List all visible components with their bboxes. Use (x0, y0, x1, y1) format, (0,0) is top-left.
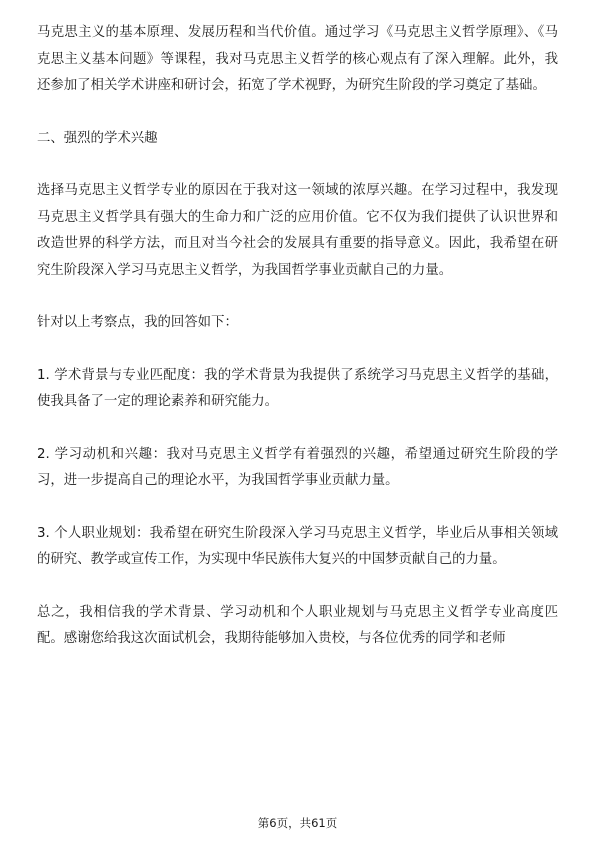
list-item-1: 1. 学术背景与专业匹配度：我的学术背景为我提供了系统学习马克思主义哲学的基础，使我具备了一定的理论素养和研究能力。 (37, 367, 558, 409)
paragraph-answer-intro: 针对以上考察点，我的回答如下： (37, 315, 238, 330)
list-item-3: 3. 个人职业规划：我希望在研究生阶段深入学习马克思主义哲学，毕业后从事相关领域的研究、教学或宣传工作，为实现中华民族伟大复兴的中国梦贡献自己的力量。 (37, 525, 558, 567)
spacer (37, 574, 558, 600)
paragraph-interest: 选择马克思主义哲学专业的原因在于我对这一领域的浓厚兴趣。在学习过程中，我发现马克思主义哲学具有强大的生命力和广泛的应用价值。它不仅为我们提供了认识世界和改造世界的科学方法，而且对当今社会的发展具有重要的指导意义。因此，我希望在研究生阶段深入学习马克思主义哲学，为我国哲学事业贡献自己的力量。 (37, 183, 558, 278)
paragraph-conclusion: 总之，我相信我的学术背景、学习动机和个人职业规划与马克思主义哲学专业高度匹配。感谢您给我这次面试机会，我期待能够加入贵校，与各位优秀的同学和老师 (37, 604, 558, 646)
page-number: 第6页，共61页 (257, 816, 338, 830)
document-body (37, 20, 558, 653)
list-item-2: 2. 学习动机和兴趣：我对马克思主义哲学有着强烈的兴趣，希望通过研究生阶段的学习，进一步提高自己的理论水平，为我国哲学事业贡献力量。 (37, 446, 558, 488)
spacer (37, 416, 558, 442)
paragraph-intro: 马克思主义的基本原理、发展历程和当代价值。通过学习《马克思主义哲学原理》、《马克思主义基本问题》等课程，我对马克思主义哲学的核心观点有了深入理解。此外，我还参加了相关学术讲座和研讨会，拓宽了学术视野，为研究生阶段的学习奠定了基础。 (37, 25, 558, 93)
spacer (37, 495, 558, 521)
spacer (37, 152, 558, 178)
spacer (37, 284, 558, 310)
spacer (37, 100, 558, 126)
section-heading-interest: 二、强烈的学术兴趣 (37, 130, 158, 146)
spacer (37, 337, 558, 363)
